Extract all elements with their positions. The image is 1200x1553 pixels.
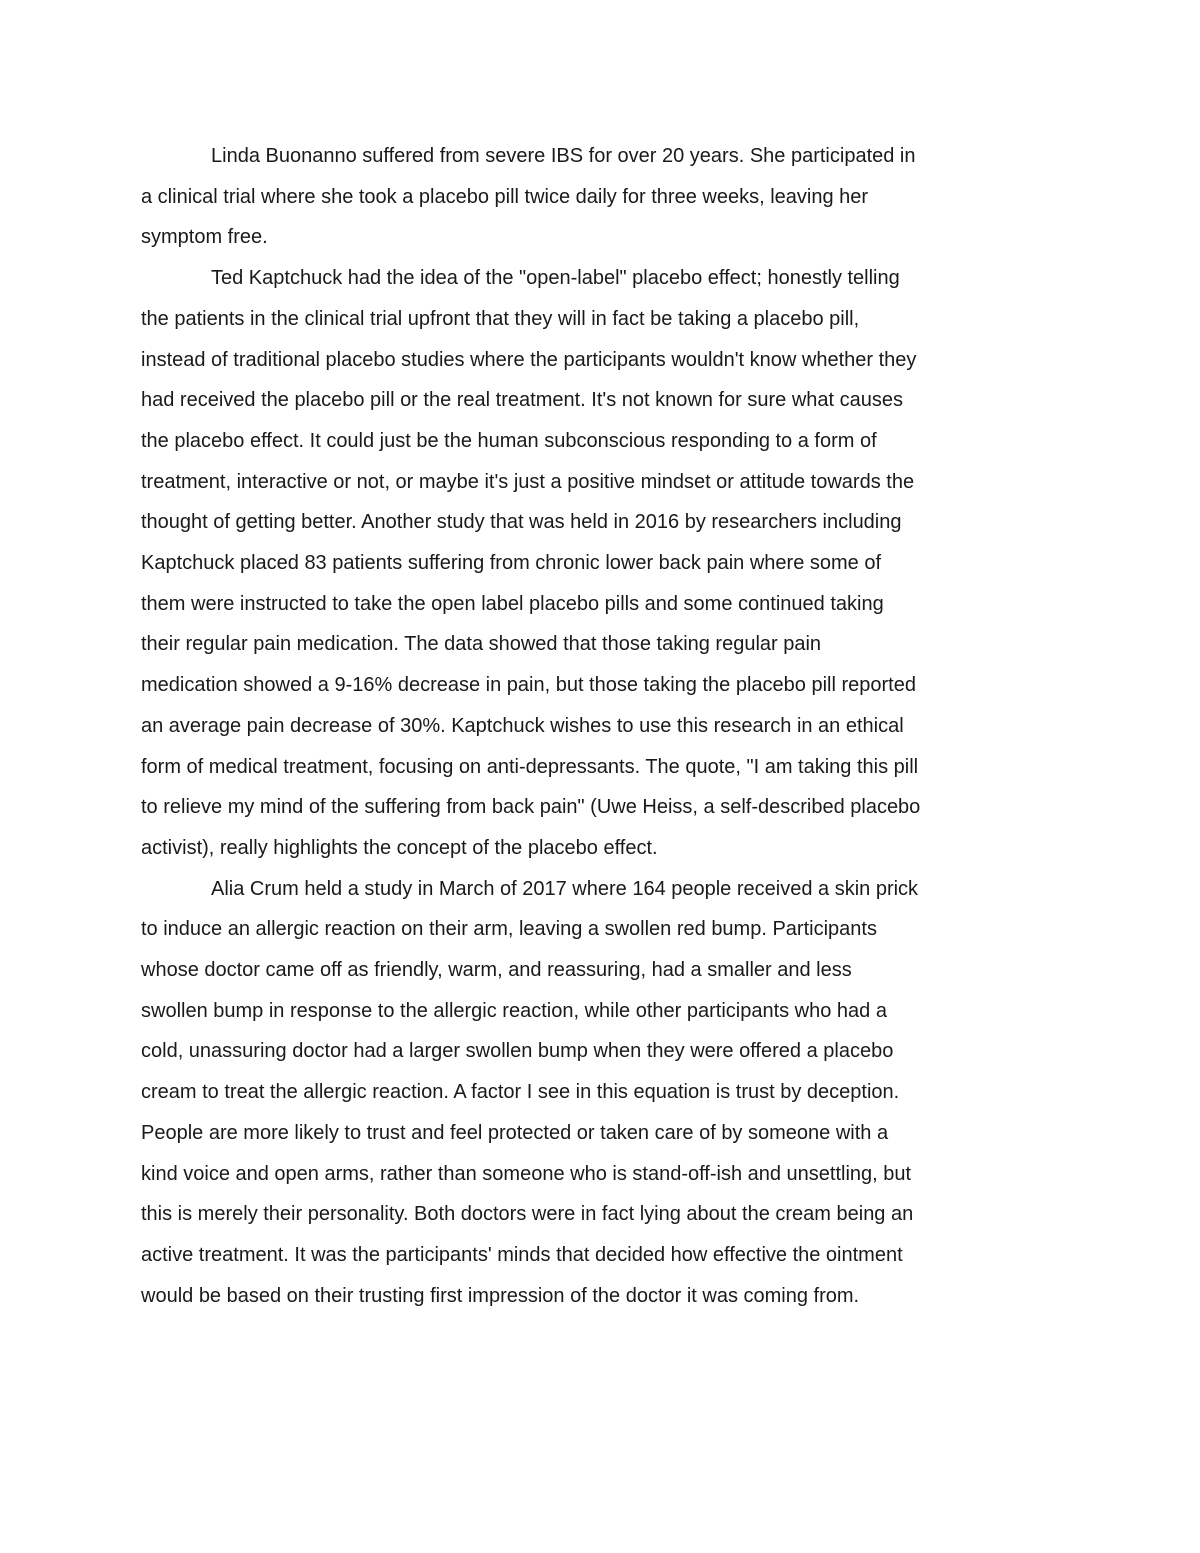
text-line: medication showed a 9-16% decrease in pain, but those taking the placebo pill reported — [141, 674, 916, 697]
text-line: Linda Buonanno suffered from severe IBS for over 20 years. She participated in — [211, 145, 916, 167]
document-body — [141, 136, 1061, 1316]
text-line: this is merely their personality. Both doctors were in fact lying about the cream being an — [141, 1203, 914, 1226]
paragraph-3 — [141, 869, 1061, 1317]
text-line: Kaptchuck placed 83 patients suffering from chronic lower back pain where some of — [141, 552, 882, 575]
text-line: to induce an allergic reaction on their arm, leaving a swollen red bump. Participants — [141, 918, 877, 941]
text-line: Ted Kaptchuck had the idea of the "open-label" placebo effect; honestly telling — [211, 267, 900, 290]
text-line: had received the placebo pill or the real treatment. It's not known for sure what causes — [141, 389, 904, 412]
text-line: cold, unassuring doctor had a larger swollen bump when they were offered a placebo — [141, 1040, 894, 1063]
text-line: activist), really highlights the concept of the placebo effect. — [141, 836, 658, 859]
text-line: cream to treat the allergic reaction. A factor I see in this equation is trust by deception. — [141, 1081, 900, 1104]
text-line: symptom free. — [141, 226, 268, 249]
text-line: an average pain decrease of 30%. Kaptchuck wishes to use this research in an ethical — [141, 714, 904, 737]
text-line: a clinical trial where she took a placebo pill twice daily for three weeks, leaving her — [141, 185, 869, 208]
text-line: People are more likely to trust and feel protected or taken care of by someone with a — [141, 1121, 889, 1144]
text-line: their regular pain medication. The data showed that those taking regular pain — [141, 633, 822, 656]
text-line: treatment, interactive or not, or maybe it's just a positive mindset or attitude towards the — [141, 470, 915, 493]
text-line: the patients in the clinical trial upfront that they will in fact be taking a placebo pill, — [141, 307, 860, 330]
text-line: form of medical treatment, focusing on anti-depressants. The quote, "I am taking this pill — [141, 755, 919, 778]
text-line: Alia Crum held a study in March of 2017 where 164 people received a skin prick — [211, 877, 919, 900]
text-line: instead of traditional placebo studies where the participants wouldn't know whether they — [141, 348, 917, 371]
text-line: kind voice and open arms, rather than someone who is stand-off-ish and unsettling, but — [141, 1162, 912, 1185]
text-line: to relieve my mind of the suffering from back pain" (Uwe Heiss, a self-described placebo — [141, 796, 921, 819]
text-line: swollen bump in response to the allergic reaction, while other participants who had a — [141, 999, 887, 1022]
text-line: whose doctor came off as friendly, warm, and reassuring, had a smaller and less — [141, 959, 852, 982]
paragraph-1 — [141, 136, 1061, 258]
paragraph-2 — [141, 258, 1061, 869]
text-line: would be based on their trusting first impression of the doctor it was coming from. — [141, 1284, 860, 1307]
text-line: thought of getting better. Another study that was held in 2016 by researchers including — [141, 511, 902, 534]
text-line: the placebo effect. It could just be the human subconscious responding to a form of — [141, 429, 877, 452]
text-line: active treatment. It was the participants' minds that decided how effective the ointment — [141, 1243, 903, 1266]
text-line: them were instructed to take the open label placebo pills and some continued taking — [141, 592, 884, 615]
